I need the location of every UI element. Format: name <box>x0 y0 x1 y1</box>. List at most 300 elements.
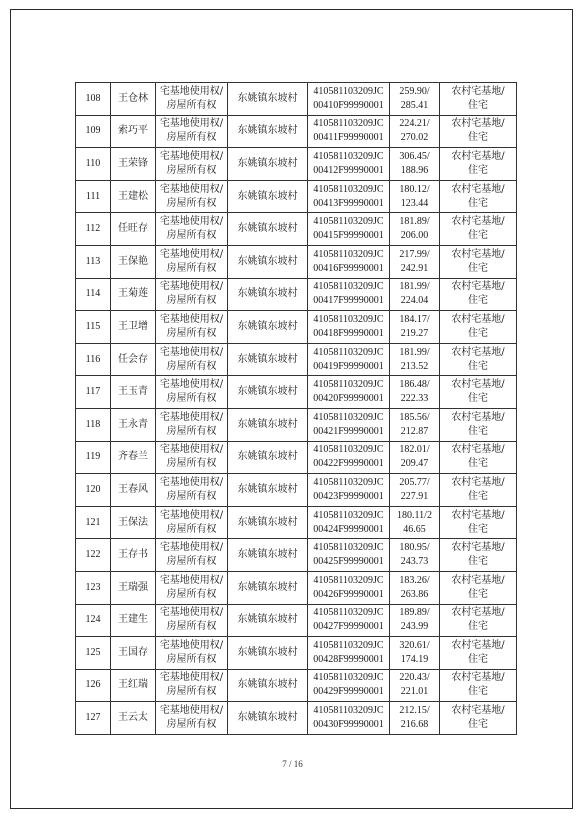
right-type-cell <box>156 408 228 441</box>
unit-code-line: 410581103209JC <box>313 574 384 586</box>
land-use-cell <box>440 311 517 344</box>
area-value-cell <box>390 376 440 409</box>
unit-code-cell <box>308 571 390 604</box>
land-use-cell <box>440 148 517 181</box>
unit-code-line: 410581103209JC <box>313 248 384 260</box>
area-value-line: 180.95/ <box>399 542 430 554</box>
area-value-cell <box>390 506 440 539</box>
location-cell: 东姚镇东坡村 <box>228 311 308 344</box>
unit-code-cell <box>308 506 390 539</box>
location-cell: 东姚镇东坡村 <box>228 83 308 116</box>
unit-code-line: 410581103209JC <box>313 150 384 162</box>
table-row <box>76 213 517 246</box>
right-type-cell <box>156 474 228 507</box>
table-row <box>76 604 517 637</box>
unit-code-line: 00426F99990001 <box>313 588 384 600</box>
unit-code-line: 00427F99990001 <box>313 621 384 633</box>
area-value-line: 243.73 <box>400 556 429 568</box>
row-number-cell: 110 <box>76 148 111 181</box>
land-use-line: 农村宅基地/ <box>451 183 505 195</box>
unit-code-line: 00415F99990001 <box>313 230 384 242</box>
row-number-cell: 117 <box>76 376 111 409</box>
table-row <box>76 343 517 376</box>
right-type-line: 宅基地使用权/ <box>159 411 224 423</box>
right-type-cell <box>156 148 228 181</box>
unit-code-cell <box>308 180 390 213</box>
right-type-line: 房屋所有权 <box>166 360 217 372</box>
location-cell: 东姚镇东坡村 <box>228 213 308 246</box>
area-value-line: 224.04 <box>400 295 429 307</box>
area-value-line: 227.91 <box>400 490 429 502</box>
right-type-line: 宅基地使用权/ <box>159 444 224 456</box>
area-value-cell <box>390 180 440 213</box>
right-type-line: 宅基地使用权/ <box>159 542 224 554</box>
location-cell: 东姚镇东坡村 <box>228 115 308 148</box>
right-type-cell <box>156 245 228 278</box>
location-cell: 东姚镇东坡村 <box>228 408 308 441</box>
land-use-line: 住宅 <box>468 425 488 437</box>
land-use-cell <box>440 83 517 116</box>
area-value-line: 242.91 <box>400 262 429 274</box>
right-type-line: 房屋所有权 <box>166 230 217 242</box>
row-number-cell: 124 <box>76 604 111 637</box>
land-use-line: 农村宅基地/ <box>451 346 505 358</box>
table-row <box>76 245 517 278</box>
unit-code-line: 410581103209JC <box>313 281 384 293</box>
land-use-line: 住宅 <box>468 393 488 405</box>
area-value-line: 174.19 <box>400 653 429 665</box>
land-use-cell <box>440 376 517 409</box>
page-number: 7 / 16 <box>282 759 303 769</box>
row-number-cell: 112 <box>76 213 111 246</box>
unit-code-cell <box>308 669 390 702</box>
land-use-line: 住宅 <box>468 197 488 209</box>
area-value-line: 243.99 <box>400 621 429 633</box>
right-type-line: 宅基地使用权/ <box>159 216 224 228</box>
land-use-line: 农村宅基地/ <box>451 313 505 325</box>
location-cell: 东姚镇东坡村 <box>228 180 308 213</box>
land-use-cell <box>440 278 517 311</box>
land-use-line: 农村宅基地/ <box>451 248 505 260</box>
right-type-cell <box>156 115 228 148</box>
area-value-line: 259.90/ <box>399 85 430 97</box>
row-number-cell: 111 <box>76 180 111 213</box>
area-value-line: 212.15/ <box>399 705 430 717</box>
right-type-line: 宅基地使用权/ <box>159 85 224 97</box>
row-number-cell: 109 <box>76 115 111 148</box>
unit-code-cell <box>308 278 390 311</box>
table-row <box>76 278 517 311</box>
unit-code-line: 410581103209JC <box>313 216 384 228</box>
unit-code-cell <box>308 148 390 181</box>
table-row <box>76 571 517 604</box>
right-type-cell <box>156 506 228 539</box>
row-number-cell: 119 <box>76 441 111 474</box>
land-use-cell <box>440 702 517 735</box>
unit-code-cell <box>308 115 390 148</box>
right-type-cell <box>156 571 228 604</box>
right-type-line: 房屋所有权 <box>166 132 217 144</box>
area-value-line: 285.41 <box>400 99 429 111</box>
row-number-cell: 115 <box>76 311 111 344</box>
land-use-cell <box>440 506 517 539</box>
right-type-line: 宅基地使用权/ <box>159 150 224 162</box>
unit-code-cell <box>308 702 390 735</box>
unit-code-line: 410581103209JC <box>313 444 384 456</box>
area-value-line: 180.11/2 <box>397 509 432 521</box>
land-use-line: 农村宅基地/ <box>451 542 505 554</box>
land-use-line: 农村宅基地/ <box>451 85 505 97</box>
unit-code-line: 00422F99990001 <box>313 458 384 470</box>
area-value-line: 263.86 <box>400 588 429 600</box>
land-use-cell <box>440 441 517 474</box>
unit-code-line: 410581103209JC <box>313 672 384 684</box>
right-type-line: 宅基地使用权/ <box>159 672 224 684</box>
right-type-cell <box>156 213 228 246</box>
location-cell: 东姚镇东坡村 <box>228 343 308 376</box>
land-use-line: 住宅 <box>468 230 488 242</box>
table-row <box>76 669 517 702</box>
area-value-cell <box>390 604 440 637</box>
right-type-line: 宅基地使用权/ <box>159 313 224 325</box>
area-value-line: 184.17/ <box>399 313 430 325</box>
unit-code-line: 00419F99990001 <box>313 360 384 372</box>
right-type-cell <box>156 637 228 670</box>
area-value-cell <box>390 115 440 148</box>
owner-name-cell: 王红瑞 <box>111 669 156 702</box>
land-use-line: 住宅 <box>468 99 488 111</box>
row-number-cell: 120 <box>76 474 111 507</box>
unit-code-line: 00418F99990001 <box>313 327 384 339</box>
unit-code-line: 00413F99990001 <box>313 197 384 209</box>
right-type-line: 房屋所有权 <box>166 719 217 731</box>
unit-code-line: 00412F99990001 <box>313 164 384 176</box>
right-type-cell <box>156 311 228 344</box>
row-number-cell: 126 <box>76 669 111 702</box>
land-use-line: 农村宅基地/ <box>451 705 505 717</box>
unit-code-line: 00429F99990001 <box>313 686 384 698</box>
area-value-line: 123.44 <box>400 197 429 209</box>
land-use-line: 住宅 <box>468 458 488 470</box>
area-value-line: 46.65 <box>403 523 426 535</box>
row-number-cell: 123 <box>76 571 111 604</box>
area-value-cell <box>390 702 440 735</box>
right-type-line: 宅基地使用权/ <box>159 248 224 260</box>
row-number-cell: 127 <box>76 702 111 735</box>
right-type-line: 房屋所有权 <box>166 99 217 111</box>
table-row <box>76 474 517 507</box>
location-cell: 东姚镇东坡村 <box>228 376 308 409</box>
unit-code-cell <box>308 245 390 278</box>
owner-name-cell: 王玉青 <box>111 376 156 409</box>
table-row <box>76 180 517 213</box>
area-value-line: 306.45/ <box>399 150 430 162</box>
row-number-cell: 108 <box>76 83 111 116</box>
unit-code-line: 410581103209JC <box>313 607 384 619</box>
owner-name-cell: 王保艳 <box>111 245 156 278</box>
table-row <box>76 441 517 474</box>
row-number-cell: 125 <box>76 637 111 670</box>
area-value-line: 188.96 <box>400 164 429 176</box>
unit-code-line: 00416F99990001 <box>313 262 384 274</box>
unit-code-line: 410581103209JC <box>313 476 384 488</box>
unit-code-cell <box>308 604 390 637</box>
right-type-cell <box>156 83 228 116</box>
area-value-line: 220.43/ <box>399 672 430 684</box>
table-row <box>76 408 517 441</box>
area-value-line: 224.21/ <box>399 118 430 130</box>
area-value-line: 205.77/ <box>399 476 430 488</box>
unit-code-cell <box>308 474 390 507</box>
location-cell: 东姚镇东坡村 <box>228 571 308 604</box>
area-value-cell <box>390 148 440 181</box>
land-use-line: 住宅 <box>468 556 488 568</box>
area-value-cell <box>390 408 440 441</box>
area-value-line: 181.99/ <box>399 281 430 293</box>
land-use-cell <box>440 474 517 507</box>
unit-code-line: 00428F99990001 <box>313 653 384 665</box>
owner-name-cell: 王卫增 <box>111 311 156 344</box>
owner-name-cell: 王永青 <box>111 408 156 441</box>
location-cell: 东姚镇东坡村 <box>228 637 308 670</box>
area-value-line: 181.99/ <box>399 346 430 358</box>
unit-code-line: 410581103209JC <box>313 705 384 717</box>
area-value-line: 217.99/ <box>399 248 430 260</box>
unit-code-line: 410581103209JC <box>313 509 384 521</box>
unit-code-line: 00420F99990001 <box>313 393 384 405</box>
area-value-line: 216.68 <box>400 719 429 731</box>
right-type-line: 宅基地使用权/ <box>159 509 224 521</box>
unit-code-cell <box>308 376 390 409</box>
right-type-line: 房屋所有权 <box>166 556 217 568</box>
row-number-cell: 116 <box>76 343 111 376</box>
location-cell: 东姚镇东坡村 <box>228 245 308 278</box>
location-cell: 东姚镇东坡村 <box>228 278 308 311</box>
unit-code-cell <box>308 408 390 441</box>
land-use-line: 农村宅基地/ <box>451 607 505 619</box>
area-value-line: 189.89/ <box>399 607 430 619</box>
land-use-line: 住宅 <box>468 588 488 600</box>
right-type-line: 宅基地使用权/ <box>159 379 224 391</box>
right-type-line: 房屋所有权 <box>166 686 217 698</box>
area-value-line: 206.00 <box>400 230 429 242</box>
land-use-line: 住宅 <box>468 653 488 665</box>
area-value-cell <box>390 278 440 311</box>
land-use-line: 住宅 <box>468 719 488 731</box>
area-value-line: 182.01/ <box>399 444 430 456</box>
unit-code-line: 00425F99990001 <box>313 556 384 568</box>
unit-code-line: 410581103209JC <box>313 183 384 195</box>
land-use-line: 农村宅基地/ <box>451 411 505 423</box>
area-value-line: 186.48/ <box>399 379 430 391</box>
land-use-cell <box>440 245 517 278</box>
area-value-cell <box>390 669 440 702</box>
right-type-line: 房屋所有权 <box>166 425 217 437</box>
right-type-line: 房屋所有权 <box>166 621 217 633</box>
right-type-line: 房屋所有权 <box>166 458 217 470</box>
area-value-cell <box>390 311 440 344</box>
right-type-line: 房屋所有权 <box>166 393 217 405</box>
right-type-line: 房屋所有权 <box>166 327 217 339</box>
right-type-line: 宅基地使用权/ <box>159 639 224 651</box>
land-use-line: 住宅 <box>468 523 488 535</box>
right-type-cell <box>156 604 228 637</box>
land-use-cell <box>440 343 517 376</box>
table-row <box>76 539 517 572</box>
table-row <box>76 637 517 670</box>
owner-name-cell: 王建松 <box>111 180 156 213</box>
land-use-cell <box>440 539 517 572</box>
right-type-line: 宅基地使用权/ <box>159 574 224 586</box>
land-use-line: 住宅 <box>468 621 488 633</box>
area-value-line: 221.01 <box>400 686 429 698</box>
right-type-line: 房屋所有权 <box>166 164 217 176</box>
table-row <box>76 148 517 181</box>
right-type-cell <box>156 441 228 474</box>
land-use-line: 住宅 <box>468 686 488 698</box>
unit-code-cell <box>308 213 390 246</box>
area-value-cell <box>390 245 440 278</box>
land-use-line: 住宅 <box>468 132 488 144</box>
right-type-line: 宅基地使用权/ <box>159 281 224 293</box>
owner-name-cell: 王仓林 <box>111 83 156 116</box>
unit-code-line: 410581103209JC <box>313 639 384 651</box>
land-use-line: 农村宅基地/ <box>451 476 505 488</box>
table-row <box>76 83 517 116</box>
unit-code-line: 410581103209JC <box>313 118 384 130</box>
right-type-cell <box>156 343 228 376</box>
table-row <box>76 115 517 148</box>
records-table <box>75 82 517 735</box>
location-cell: 东姚镇东坡村 <box>228 506 308 539</box>
right-type-line: 房屋所有权 <box>166 262 217 274</box>
area-value-line: 320.61/ <box>399 639 430 651</box>
land-use-line: 农村宅基地/ <box>451 118 505 130</box>
area-value-line: 180.12/ <box>399 183 430 195</box>
unit-code-line: 00424F99990001 <box>313 523 384 535</box>
table-row <box>76 376 517 409</box>
owner-name-cell: 王云太 <box>111 702 156 735</box>
owner-name-cell: 任会存 <box>111 343 156 376</box>
area-value-line: 222.33 <box>400 393 429 405</box>
land-use-cell <box>440 115 517 148</box>
area-value-line: 185.56/ <box>399 411 430 423</box>
land-use-cell <box>440 213 517 246</box>
area-value-line: 181.89/ <box>399 216 430 228</box>
area-value-cell <box>390 441 440 474</box>
location-cell: 东姚镇东坡村 <box>228 441 308 474</box>
unit-code-cell <box>308 83 390 116</box>
land-use-line: 农村宅基地/ <box>451 216 505 228</box>
right-type-line: 宅基地使用权/ <box>159 183 224 195</box>
owner-name-cell: 王国存 <box>111 637 156 670</box>
right-type-line: 宅基地使用权/ <box>159 346 224 358</box>
unit-code-line: 410581103209JC <box>313 85 384 97</box>
owner-name-cell: 王瑞强 <box>111 571 156 604</box>
land-use-line: 农村宅基地/ <box>451 509 505 521</box>
right-type-cell <box>156 180 228 213</box>
right-type-line: 宅基地使用权/ <box>159 118 224 130</box>
land-use-line: 农村宅基地/ <box>451 639 505 651</box>
right-type-line: 宅基地使用权/ <box>159 607 224 619</box>
unit-code-cell <box>308 637 390 670</box>
unit-code-cell <box>308 539 390 572</box>
land-use-cell <box>440 408 517 441</box>
right-type-cell <box>156 702 228 735</box>
unit-code-line: 00430F99990001 <box>313 719 384 731</box>
right-type-line: 房屋所有权 <box>166 588 217 600</box>
owner-name-cell: 王荣锋 <box>111 148 156 181</box>
land-use-line: 住宅 <box>468 360 488 372</box>
unit-code-cell <box>308 311 390 344</box>
land-use-line: 农村宅基地/ <box>451 379 505 391</box>
land-use-cell <box>440 571 517 604</box>
owner-name-cell: 齐春兰 <box>111 441 156 474</box>
land-use-line: 住宅 <box>468 295 488 307</box>
unit-code-line: 410581103209JC <box>313 411 384 423</box>
row-number-cell: 114 <box>76 278 111 311</box>
area-value-cell <box>390 474 440 507</box>
right-type-line: 宅基地使用权/ <box>159 705 224 717</box>
table-row <box>76 311 517 344</box>
area-value-line: 212.87 <box>400 425 429 437</box>
land-use-cell <box>440 669 517 702</box>
location-cell: 东姚镇东坡村 <box>228 539 308 572</box>
right-type-line: 房屋所有权 <box>166 523 217 535</box>
unit-code-line: 410581103209JC <box>313 313 384 325</box>
area-value-cell <box>390 539 440 572</box>
right-type-cell <box>156 539 228 572</box>
owner-name-cell: 任旺存 <box>111 213 156 246</box>
area-value-line: 219.27 <box>400 327 429 339</box>
table-body <box>76 83 517 735</box>
land-use-line: 住宅 <box>468 490 488 502</box>
unit-code-line: 00410F99990001 <box>313 99 384 111</box>
right-type-line: 房屋所有权 <box>166 490 217 502</box>
unit-code-line: 410581103209JC <box>313 542 384 554</box>
owner-name-cell: 王存书 <box>111 539 156 572</box>
right-type-cell <box>156 376 228 409</box>
table-row <box>76 506 517 539</box>
unit-code-line: 410581103209JC <box>313 346 384 358</box>
land-use-cell <box>440 637 517 670</box>
land-use-line: 住宅 <box>468 262 488 274</box>
land-use-line: 农村宅基地/ <box>451 574 505 586</box>
owner-name-cell: 王保法 <box>111 506 156 539</box>
unit-code-line: 00423F99990001 <box>313 490 384 502</box>
land-use-cell <box>440 604 517 637</box>
area-value-cell <box>390 213 440 246</box>
unit-code-line: 00411F99990001 <box>313 132 384 144</box>
right-type-cell <box>156 669 228 702</box>
unit-code-line: 00421F99990001 <box>313 425 384 437</box>
land-use-line: 住宅 <box>468 327 488 339</box>
land-use-cell <box>440 180 517 213</box>
unit-code-line: 410581103209JC <box>313 379 384 391</box>
land-use-line: 农村宅基地/ <box>451 444 505 456</box>
unit-code-line: 00417F99990001 <box>313 295 384 307</box>
right-type-cell <box>156 278 228 311</box>
area-value-cell <box>390 571 440 604</box>
right-type-line: 宅基地使用权/ <box>159 476 224 488</box>
location-cell: 东姚镇东坡村 <box>228 148 308 181</box>
area-value-line: 209.47 <box>400 458 429 470</box>
area-value-line: 183.26/ <box>399 574 430 586</box>
land-use-line: 农村宅基地/ <box>451 150 505 162</box>
land-use-line: 农村宅基地/ <box>451 281 505 293</box>
land-use-line: 住宅 <box>468 164 488 176</box>
land-use-line: 农村宅基地/ <box>451 672 505 684</box>
